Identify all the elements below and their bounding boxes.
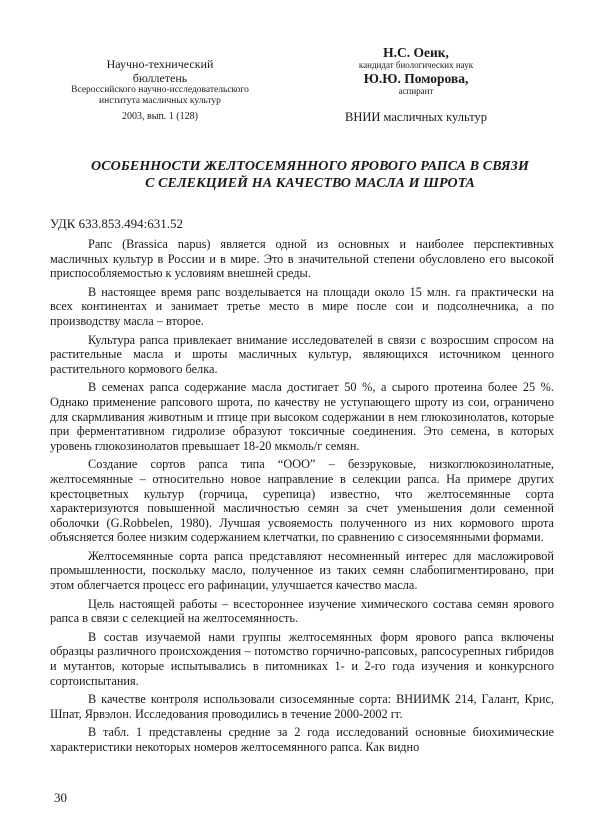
article-title-line: С СЕЛЕКЦИЕЙ НА КАЧЕСТВО МАСЛА И ШРОТА (145, 176, 475, 191)
journal-name-line2: бюллетень (132, 71, 188, 85)
article-title-line: ОСОБЕННОСТИ ЖЕЛТОСЕМЯННОГО ЯРОВОГО РАПСА В СВЯЗИ (91, 159, 529, 174)
body-paragraph: Создание сортов рапса типа “ООО” – безэруковые, низкоглюкозинолатные, желтосемянные – относительно новое направление в селекции рапса. На примере других крестоцветных культур (горчица, сурепица) известно, что желтосемянные сорта характеризуются повышенной масличностью семян за счет уменьшения доли семенной оболочки (G.Robbelen, 1980). Лучшая усвояемость полученного из них кормового шрота объясняется более низким содержанием клетчатки, по сравнению с сизосемянными формами. (50, 457, 554, 545)
publisher-line1: Всероссийского научно-исследовательского (71, 85, 249, 95)
body-paragraph: Цель настоящей работы – всестороннее изучение химического состава семян ярового рапса в связи с селекцией на желтосемянность. (50, 596, 554, 626)
body-paragraph: В семенах рапса содержание масла достигает 50 %, а сырого протеина более 25 %. Однако применение рапсового шрота, по качеству не уступающего шроту из сои, ограничено для скармливания животным и птице при высоком содержании в нем глюкозинолатов, которые при ферментативном гидролизе образуют токсичные соединения. Это семена, в которых уровень глюкозинолатов превышает 18-20 мкмоль/г семян. (50, 380, 554, 453)
issue-info: 2003, вып. 1 (128) (122, 111, 198, 122)
author-degree: аспирант (398, 85, 434, 96)
udk-code: УДК 633.853.494:631.52 (50, 216, 184, 231)
article-title (70, 158, 550, 192)
body-paragraph: Культура рапса привлекает внимание исследователей в связи с возросшим спросом на растительные масла и шроты масличных культур, являющихся источником ценного растительного кормового белка. (50, 332, 554, 376)
body-paragraph: В состав изучаемой нами группы желтосемянных форм ярового рапса включены образцы различного происхождения – потомство горчично-рапсовых, рапсосурепных гибридов и мутантов, которые испытывались в питомниках 1- и 2-го года изучения и конкурсного сортоиспытания. (50, 629, 554, 688)
body-paragraph: Рапс (Brassica napus) является одной из основных и наиболее перспективных масличных культур в России и в мире. Это в значительной степени обусловлено его высокой приспособляемостью к условиям внешней среды. (50, 237, 554, 281)
body-paragraph: Желтосемянные сорта рапса представляют несомненный интерес для масложировой промышленности, поскольку масло, полученное из таких семян слабопигментировано, при этом облегчается процесс его рафинации, улучшается качество масла. (50, 548, 554, 593)
journal-header (60, 57, 260, 124)
body-paragraph: В качестве контроля использовали сизосемянные сорта: ВНИИМК 214, Галант, Крис, Шпат, Ярвэлон. Исследования проводились в течение 2000-2002 гг. (50, 692, 554, 721)
authors-block (336, 45, 496, 125)
article-body (50, 237, 554, 759)
publisher-line2: института масличных культур (99, 96, 221, 106)
author-name: Ю.Ю. Поморова, (363, 70, 469, 86)
author-degree: кандидат биологических наук (358, 60, 474, 70)
author-name: Н.С. Оеик, (383, 45, 449, 60)
body-paragraph: В табл. 1 представлены средние за 2 года исследований основные биохимические характеристики некоторых номеров желтосемянного рапса. Как видно (50, 725, 554, 754)
body-paragraph: В настоящее время рапс возделывается на площади около 15 млн. га практически на всех континентах и занимает третье место в мире после сои и подсолнечника, а по производству масла – второе. (50, 284, 554, 328)
page-number: 30 (54, 790, 67, 805)
journal-name-line1: Научно-технический (106, 57, 214, 71)
author-institution: ВНИИ масличных культур (345, 110, 487, 124)
